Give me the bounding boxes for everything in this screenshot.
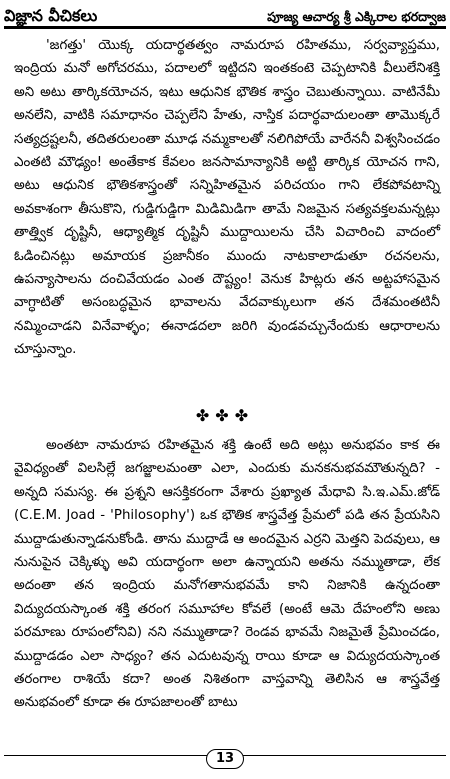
paragraph: అంతటా నామరూప రహితమైన శక్తి ఉంటే అది అట్లు అనుభవం కాక ఈ వైవిధ్యంతో విలసిల్లే జగజ్జాలమంతా ఎలా, ఎందుకు మనకనుభవమౌతున్నది? - అన్నది సమస్య. ఈ ప్రశ్నని ఆసక్తికరంగా వేశారు ప్రఖ్యాత మేధావి సి.ఇ.ఎమ్.జోడ్ (C.E.M. Joad - 'Philosophy') ఒక భౌతిక శాస్త్రవేత్త ప్రేమలో పడి తన ప్రేయసిని ముద్దాడుతున్నాడనుకోండి. తాను ముద్దాడే ఆ అందమైన ఎర్రని మెత్తని పెదవులు, ఆ నునుపైన చెక్కిళ్ళు అవి యదార్థంగా అలా ఉన్నాయని అతను నమ్ముతాడా, లేక అదంతా తన ఇంద్రియ మనోగతానుభవమే కాని నిజానికి ఉన్నదంతా విద్యుదయస్కాంత శక్తి తరంగ సమూహాల కోవలే (అంటే ఆమె దేహంలోని అణు పరమాణు రూపంలోనివి) నని నమ్ముతాడా? రెండవ భావమే నిజమైతే ప్రేమించడం, ముద్దాడడం ఎలా సాధ్యం? తన ఎదుటవున్న రాయి కూడా ఆ విద్యుదయస్కాంత తరంగాల రాశియే కదా? అంత నిశితంగా వాస్తవాన్ని తెలిసిన ఆ శాస్త్రవేత్త అనుభవంలో కూడా ఈ రూపజాలంతో బాటు: [14, 438, 440, 711]
header-rule: [4, 26, 446, 29]
section-one: [14, 34, 440, 362]
running-header: [4, 2, 446, 26]
page-number: 13: [206, 749, 244, 769]
book-title: విజ్ఞాన వీచికలు: [4, 6, 98, 25]
paragraph: 'జగత్తు' యొక్క యదార్థతత్వం నామరూప రహితము, సర్వవ్యాప్తము, ఇంద్రియ మనో అగోచరము, పదాలలో ఇట్టిదని ఇంతకంటె చెప్పటానికి వీలులేనిశక్తి అని అటు తార్కికయోచన, ఇటు ఆధునిక భౌతిక శాస్త్రం చెబుతున్నాయి. వాటినేమీ అనలేని, వాటికి సమాధానం చెప్పలేని హేతు, నాస్తిక పదార్థవాదులంతా తామొక్కరే సత్యద్రష్టలనీ, తదితరులంతా మూఢ నమ్మకాలతో నలిగిపోయే వారేననీ విశ్వసించడం ఎంతటి మౌఢ్యం! అంతేకాక కేవలం జనసామాన్యానికి అట్టి తార్కిక యోచన గాని, అటు ఆధునిక భౌతికశాస్త్రంతో సన్నిహితమైన పరిచయం గాని లేకపోవటాన్ని అవకాశంగా తీసుకొని, గుడ్డిగుడ్డిగా మిడిమిడిగా తామే నిజమైన సత్యవక్తలమన్నట్లు తాత్త్విక దృష్టినీ, ఆధ్యాత్మిక దృష్టినీ ముద్దాయిలను చేసి విచారించి వాదంలో ఓడించినట్లు అమాయక ప్రజానీకం ముందు నాటకాలాడుతూ రచనలను, ఉపన్యాసాలను దంచివేయడం ఎంత దౌష్ట్యం! వెనుక హిట్లరు తన అట్టహాసమైన వాగ్ధాటితో అసంబద్ధమైన భావాలను వేదవాక్కులుగా తన దేశమంతటినీ నమ్మించాడని వినేవాళ్ళం; ఈనాడదలా జరిగి వుండవచ్చునేందుకు ఆధారాలను చూస్తున్నాం.: [14, 38, 440, 358]
section-separator: ✤✤✤: [195, 406, 255, 425]
section-two: [14, 434, 440, 715]
author-name: పూజ్య ఆచార్య శ్రీ ఎక్కిరాల భరద్వాజ: [267, 9, 446, 24]
